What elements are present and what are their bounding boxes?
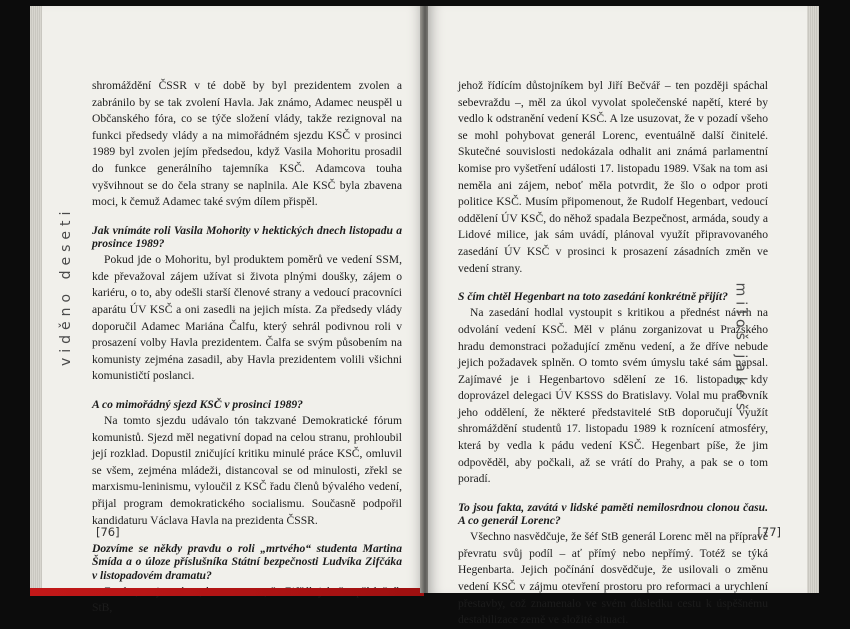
paragraph: Na zasedání hodlal vystoupit s kritikou a přednést návrh na odvolání vedení KSČ. Měl v plánu zorganizovat u Pražského hradu demonstraci požadující změnu vedení, a že dříve nebude jejich požadavek splněn. O tomto svém úmyslu také sám napsal. Zajímavé je i Hegenbartovo sdělení ze 16. listopadu, kdy doprovázel delegaci ÚV KSSS do Bratislavy. Volal mu pracovník jeho oddělení, že některé představitelé StB doporučují využít shromáždění studentů 17. listopadu 1989 k roznícení atmosféry, která by vedla k pádu vedení KSČ. Hegenbart píše, že jim odpověděl, aby počkali, až se vrátí do Prahy, a pak se o tom poradí. xyxy=(458,306,768,486)
red-ribbon-left xyxy=(30,588,424,596)
paragraph: Pokud jde o Mohoritu, byl produktem poměrů ve vedení SSM, kde převažoval zájem užívat si života plnými doušky, zájem o kariéru, o to, aby odešli starší členové strany a vedoucí pracovníci aparátu ÚV KSČ a oni zasedli na jejich místa. Za předsedy vlády doporučil Adamec Mariána Čalfu, který sehrál podivnou roli v prosazení volby Havla prezidentem. Čalfa se svým působením na komunisty zejména zasadil, aby Havla prezidentem volili všichni komunističtí poslanci. xyxy=(92,253,402,383)
right-page xyxy=(428,6,819,627)
show-through-text xyxy=(793,131,807,251)
interview-question: Dozvíme se někdy pravdu o roli „mrtvého“ studenta Martina Šmída a o úloze příslušníka Státní bezpečnosti Ludvíka Zifčáka v listopadovém dramatu? xyxy=(92,542,402,582)
paragraph: jehož řídícím důstojníkem byl Jiří Bečvář – ten později spáchal sebevraždu –, měl za úkol vyvolat společenské napětí, které by vedlo k odstranění vedení KSČ. A lze usuzovat, že v pozadí všeho se mohl pohybovat generál Lorenc, eventuálně další činitelé. Skutečné souvislosti nedokázala odhalit ani známá parlamentní komise pro vyšetření události 17. listopadu 1989. Však na tom asi neměla ani zájem, neboť měla potvrdit, že šlo o odpor proti politice KSČ. Musím připomenout, že Rudolf Hegenbart, vedoucí oddělení ÚV KSČ, do něhož spadala Bezpečnost, armáda, soudy a Lidové milice, jak sám uvádí, plánoval využít připravovaného zasedání ÚV KSČ v prosinci k prosazení zásadních změn ve vedení strany. xyxy=(458,79,768,275)
paragraph: shromáždění ČSSR v té době by byl prezidentem zvolen a zabránilo by se tak zvolení Havla. Jak známo, Adamec neuspěl u Občanského fóra, co se týče složení vlády, takže rezignoval na funkci předsedy vlády a na mimořádném sjezdu KSČ v prosinci 1989 byl zvolen jejím předsedou, když Vasila Mohoritu prosadil do funkce generálního tajemníka KSČ. Adamcova touha vyšvihnout se do čela strany se naplnila. Ale KSČ byla zbavena moci, k čemuž Adamec také svým dílem přispěl. xyxy=(92,79,402,209)
running-title-left: viděno deseti xyxy=(58,206,74,366)
interview-question: To jsou fakta, zavátá v lidské paměti nemilosrdnou clonou času. A co generál Lorenc? xyxy=(458,500,768,528)
paragraph: Všechno nasvědčuje, že šéf StB generál Lorenc měl na přípravě převratu svůj podíl – ať přímý nebo nepřímý. Totéž se týká Hegenbarta. Jejich počínání dosvědčuje, že usilovali o změnu vedení KSČ v zájmu otevření prostoru pro reformaci a urychlení přestavby, což znamenalo ve svém důsledku cestu k úspěšnému destabilizace země ve složité situaci. xyxy=(458,530,768,627)
paragraph: Na tomto sjezdu udávalo tón takzvané Demokratické fórum komunistů. Sjezd měl negativní dopad na celou stranu, prohloubil její rozklad. Dopustil zničující kritiku minulé práce KSČ, omluvil se všem, zejména mládeži, distancoval se od minulosti, zřekl se marxismu-leninismu, vyloučil z KSČ řadu členů bývalého vedení, přijal program demokratického socialismu. Současně podpořil kandidaturu Václava Havla na prezidenta ČSSR. xyxy=(92,414,402,527)
running-title-right: miloš jakeš xyxy=(732,282,749,416)
right-text-block xyxy=(458,78,768,629)
paragraph: StB, xyxy=(92,601,113,615)
interview-question: Jak vnímáte roli Vasila Mohority v hektických dnech listopadu a prosince 1989? xyxy=(92,223,402,250)
left-page xyxy=(30,6,424,615)
page-edge-right xyxy=(807,6,819,593)
interview-question: A co mimořádný sjezd KSČ v prosinci 1989? xyxy=(92,397,303,411)
left-text-block xyxy=(92,78,402,617)
page-edge-left xyxy=(30,6,42,593)
page-number-right: [77] xyxy=(757,525,781,539)
interview-question: S čím chtěl Hegenbart na toto zasedání konkrétně přijít? xyxy=(458,290,728,304)
page-number-left: [76] xyxy=(96,525,120,539)
